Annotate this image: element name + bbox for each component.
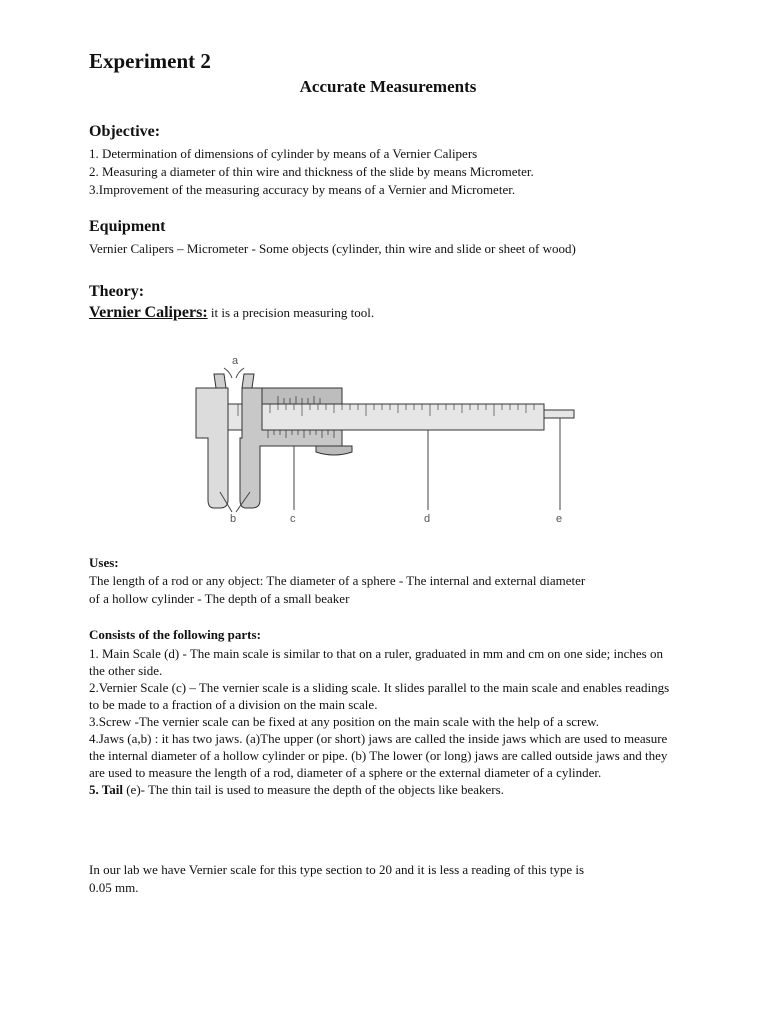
part-tail [89, 781, 674, 798]
label-a: a [232, 355, 239, 367]
experiment-number: Experiment 2 [89, 49, 211, 73]
main-scale-beam [228, 404, 544, 430]
label-d: d [424, 513, 431, 525]
part-vernier-scale: 2.Vernier Scale (c) – The vernier scale is a sliding scale. It slides parallel to the main scale and enables readings to be made to a fraction of a division on the main scale. [89, 680, 670, 712]
label-a-lines [224, 368, 244, 378]
inside-jaw-moving [242, 374, 254, 388]
objective-item-1: 1. Determination of dimensions of cylinder by means of a Vernier Calipers [89, 146, 478, 161]
tail-rod [544, 410, 574, 418]
uses-line-2: of a hollow cylinder - The depth of a small beaker [89, 591, 350, 606]
note-line-1: In our lab we have Vernier scale for this type section to 20 and it is less a reading of this type is [89, 862, 585, 877]
objective-item-2: 2. Measuring a diameter of thin wire and thickness of the slide by means Micrometer. [89, 164, 534, 179]
equipment-heading: Equipment [89, 218, 166, 235]
equipment-text: Vernier Calipers – Micrometer - Some objects (cylinder, thin wire and slide or sheet of wood) [89, 241, 576, 256]
label-e: e [556, 513, 563, 525]
fixed-jaw [196, 388, 228, 508]
theory-line [89, 305, 374, 322]
label-c: c [290, 513, 296, 525]
part-screw: 3.Screw -The vernier scale can be fixed at any position on the main scale with the help of a screw. [89, 714, 599, 729]
label-b: b [230, 513, 237, 525]
vernier-calipers-diagram [188, 350, 580, 530]
document-title: Accurate Measurements [299, 77, 477, 96]
theory-heading: Theory: [89, 283, 145, 300]
part-tail-text: (e)- The thin tail is used to measure the depth of the objects like beakers. [122, 782, 504, 797]
uses-heading: Uses: [89, 555, 119, 570]
objective-heading: Objective: [89, 123, 161, 140]
objective-item-3: 3.Improvement of the measuring accuracy by means of a Vernier and Micrometer. [89, 182, 516, 197]
vernier-calipers-intro: it is a precision measuring tool. [207, 305, 375, 320]
parts-heading: Consists of the following parts: [89, 627, 261, 642]
part-tail-label: 5. Tail [89, 782, 123, 797]
part-main-scale: 1. Main Scale (d) - The main scale is similar to that on a ruler, graduated in mm and cm on one side; inches on the other side. [89, 646, 663, 678]
uses-line-1: The length of a rod or any object: The diameter of a sphere - The internal and external diameter [89, 573, 586, 588]
part-jaws: 4.Jaws (a,b) : it has two jaws. (a)The upper (or short) jaws are called the inside jaws which are used to measure the internal diameter of a hollow cylinder or pipe. (b) The lower (or long) jaws are called outside jaws and they are used to measure the length of a rod, diameter of a sphere or the external diameter of a cylinder. [89, 731, 668, 780]
thumb-screw [316, 446, 352, 455]
vernier-calipers-subheading: Vernier Calipers: [89, 304, 208, 321]
parts-list [89, 645, 674, 798]
inside-jaw-fixed [214, 374, 226, 388]
note-line-2: 0.05 mm. [89, 880, 139, 895]
